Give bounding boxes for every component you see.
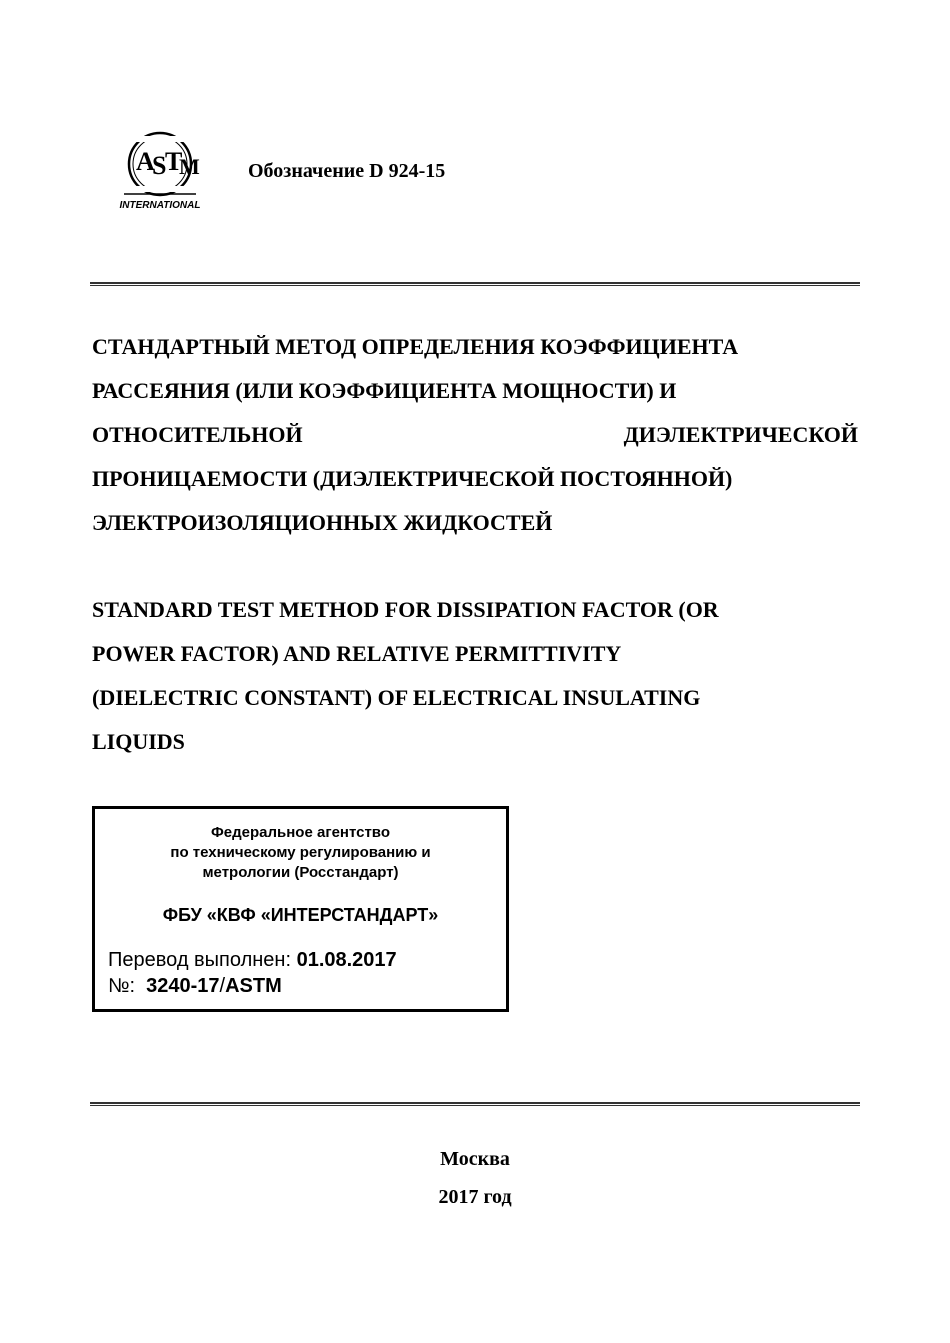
translation-number-separator: / xyxy=(219,975,226,997)
agency-name xyxy=(95,823,506,883)
russian-title-line xyxy=(92,413,858,457)
svg-text:M: M xyxy=(179,154,200,179)
translation-date-value: 01.08.2017 xyxy=(296,949,397,971)
year: 2017 год xyxy=(438,1186,512,1208)
document-designation: Обозначение D 924-15 xyxy=(248,160,446,182)
translation-number-suffix: ASTM xyxy=(225,975,282,997)
english-title-line: STANDARD TEST METHOD FOR DISSIPATION FACTOR (OR xyxy=(92,597,719,622)
organization-name: ФБУ «КВФ «ИНТЕРСТАНДАРТ» xyxy=(162,905,439,925)
english-title-line: LIQUIDS xyxy=(92,729,185,754)
svg-text:T: T xyxy=(165,147,183,176)
svg-text:A: A xyxy=(136,147,155,176)
russian-title-line: СТАНДАРТНЫЙ МЕТОД ОПРЕДЕЛЕНИЯ КОЭФФИЦИЕНТА xyxy=(92,334,739,359)
english-title xyxy=(92,588,858,764)
astm-logo-icon xyxy=(110,128,210,212)
agency-line: метрологии (Росстандарт) xyxy=(202,864,399,881)
russian-title-word: ОТНОСИТЕЛЬНОЙ xyxy=(92,422,303,447)
english-title-line: POWER FACTOR) AND RELATIVE PERMITTIVITY xyxy=(92,641,622,666)
translation-stamp xyxy=(92,806,509,1012)
top-divider xyxy=(90,282,860,286)
city: Москва xyxy=(440,1148,510,1170)
agency-line: Федеральное агентство xyxy=(210,824,390,841)
russian-title-line: ЭЛЕКТРОИЗОЛЯЦИОННЫХ ЖИДКОСТЕЙ xyxy=(92,510,553,535)
agency-line: по техническому регулированию и xyxy=(170,844,431,861)
russian-title-word: ДИЭЛЕКТРИЧЕСКОЙ xyxy=(623,422,858,447)
bottom-divider xyxy=(90,1102,860,1106)
russian-title xyxy=(92,325,858,545)
translation-number-line xyxy=(108,975,282,998)
english-title-line: (DIELECTRIC CONSTANT) OF ELECTRICAL INSULATING xyxy=(92,685,701,710)
translation-number-value: 3240-17 xyxy=(146,975,220,997)
translation-number-label: №: xyxy=(108,975,136,997)
russian-title-line: РАССЕЯНИЯ (ИЛИ КОЭФФИЦИЕНТА МОЩНОСТИ) И xyxy=(92,378,677,403)
astm-logo xyxy=(110,128,210,212)
logo-subtext: INTERNATIONAL xyxy=(119,200,201,211)
translation-date-line xyxy=(108,949,397,972)
translation-date-label: Перевод выполнен: xyxy=(108,949,292,971)
svg-text:S: S xyxy=(152,151,167,180)
russian-title-line: ПРОНИЦАЕМОСТИ (ДИЭЛЕКТРИЧЕСКОЙ ПОСТОЯННОЙ) xyxy=(92,466,733,491)
